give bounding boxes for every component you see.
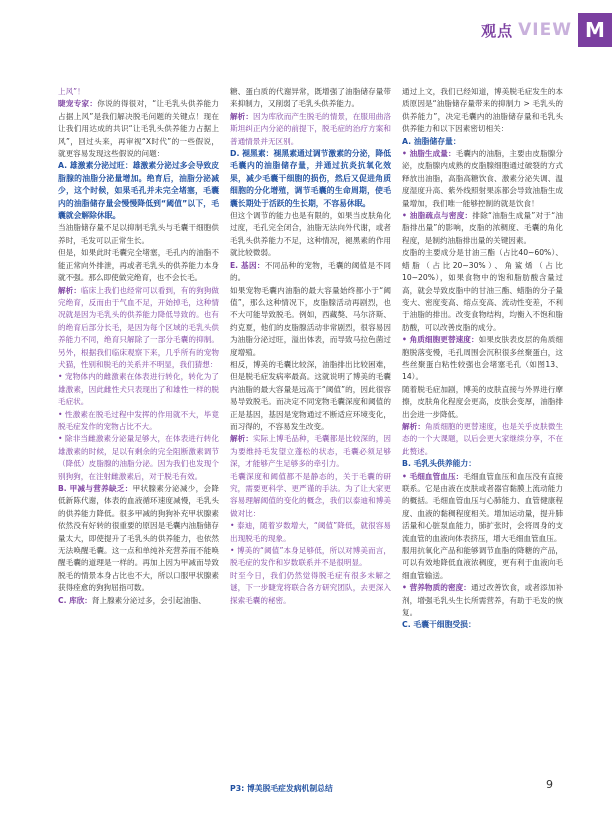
- inline-heading: 睫宠专家：: [58, 99, 98, 109]
- paragraph: 上风”！: [58, 87, 85, 96]
- paragraph: • 泰迪，随着岁数增大，“阈值”降低，就很容易出现脱毛的现象。: [230, 521, 391, 543]
- paragraph-text: 毛细血管血压和血压没有直接联系。它是由液在皮肤或者器官黏膜上流动能力的概括。毛细血管血压与心肺能力、血管健康程度、血液的黏稠程度相关。增加运动量，提升肺活量和心脏泵血能力，肺扩张时，会将周身的支流血管的血液向体表挤压，增大毛细血管血压。: [402, 471, 564, 543]
- inline-heading: 解析：: [402, 421, 426, 431]
- paragraph: 通过上文，我们已经知道，博美脱毛症发生的本质原因是“油脂储存量带来的抑制力 > 毛乳头的供养能力”，决定毛囊内的油脂储存量和毛乳头供养能力和以下因素密切相关：: [402, 87, 563, 134]
- paragraph: • 宠物体内的雌激素在体表进行转化，转化为了雄激素，因此雌性犬只表现出了和雄性一样的脱毛症状。: [58, 372, 219, 407]
- paragraph-text: 通过改善饮食，或者添加补剂，增强毛乳头生长所需营养，有助于毛发的恢复。: [402, 583, 564, 618]
- paragraph: A. 雄激素分泌过旺：雄激素分泌过多会导致皮脂腺的油脂分泌量增加。绝育后，油脂分泌减少，这个时候，如果毛孔并未完全堵塞，毛囊内的油脂储存量会慢慢降低到“阈值”以下，毛囊就会解除休眠。: [58, 161, 219, 221]
- section-tag: [452, 13, 612, 47]
- inline-heading: • 角质细胞更替速度：: [402, 335, 479, 345]
- paragraph: 糖、蛋白质的代谢异常，既增强了油脂储存量带来抑制力，又削弱了毛乳头供养能力。: [230, 87, 391, 109]
- figure-caption: P3: 博美脱毛症发病机制总结: [230, 784, 333, 793]
- paragraph-text: 实际上博毛品种，毛囊都是比较深的，因为要维持毛发望立蓬松的状态，毛囊必须足够深，才能够产生足够多的牵引力。: [230, 434, 392, 469]
- paragraph-text: 毛囊内的油脂，主要由皮脂腺分泌，皮脂腺内成熟的皮脂腺细胞通过破裂的方式释放出油脂，高脂高糖饮食、激素分泌失调、温度湿度升高、紫外线照射果冻都会导致油脂生成量增加，我们唯一能够控制的就是饮食！: [402, 149, 564, 208]
- paragraph-text: 如果皮肤表皮层的角质细胞脱落变慢，毛孔周围会沉积很多丝聚蛋白，这些丝聚蛋白粘性较强也会堵塞毛孔（如图13、14）。: [402, 335, 563, 382]
- section-title-en: VIEW: [518, 20, 572, 40]
- paragraph-text: 你说的得很对，“让毛乳头供养能力占据上风”是我们解决脱毛问题的关键点！现在让我们用达成的共识“让毛乳头供养能力占据上风”，回过头来，再审视“X时代”的一些假说，就更容易发现这些假说的问题：: [58, 99, 219, 159]
- paragraph-text: 甲状腺素分泌减少，会降低新陈代谢，体表的血液循环速度减慢，毛乳头的供养能力降低。很多甲减的狗狗补充甲状腺素依然没有好转的很重要的原因是毛囊内油脂储存量太大，即使提升了毛乳头的供养能力，也依然无法唤醒毛囊。这一点和单纯补充营养而不能唤醒毛囊的道理是一样的。再加上因为甲减而导致脱毛的情景本身占比也不大，所以口服甲状腺素获得痊愈的狗狗屈指可数。: [58, 484, 219, 593]
- paragraph: [58, 285, 219, 372]
- paragraph: [402, 334, 563, 384]
- paragraph-text: 临床上我们也经常可以看到，有的狗狗做完绝育，反而由于气血不足，开始掉毛，这种情况就是因为毛乳头的供养能力降低导致的。也有的绝育后部分长毛，是因为每个区域的毛乳头供养能力不同，绝育只解除了一部分毛囊的抑制。另外，根据我们临床观察下来，几乎所有的宠物犬猫，性别和脱毛的关系并不明显，我们猜想：: [58, 285, 220, 369]
- inline-heading: B. 甲减与营养缺乏：: [58, 484, 133, 493]
- article-columns: [58, 86, 563, 794]
- paragraph: 当油脂储存量不足以抑制毛乳头与毛囊干细胞供养时，毛发可以正常生长。: [58, 223, 219, 245]
- paragraph-text: 不同品种的宠物，毛囊的阈值是不同的。: [230, 260, 392, 283]
- column-2: [230, 86, 391, 794]
- page-header: [0, 0, 612, 58]
- paragraph: 随着脱毛症加剧，博美的皮肤直接与外界进行摩擦，皮肤角化程度会更高，皮肤会变厚，油脂排出会进一步降低。: [402, 384, 563, 419]
- inline-heading: • 营养物质的密度：: [402, 583, 471, 593]
- paragraph: 时至今日，我们仍然觉得脱毛症有很多未解之谜，下一步睫宠将联合各方研究团队，去更深入探索毛囊的秘密。: [230, 570, 391, 605]
- paragraph: D. 褪黑素：褪黑素通过调节激素的分泌，降低毛囊内的油脂储存量，并通过抗炎抗氧化效果，减少毛囊干细胞的损伤，然后又促进角质细胞的分化增殖，调节毛囊的生命周期，使毛囊长期处于活跃的生长期，不容易休眠。: [230, 149, 391, 208]
- paragraph: • 博美的“阈值”本身足够低，所以对博美而言，脱毛症的发作和岁数联系并不是很明显。: [230, 546, 391, 568]
- paragraph: 皮脂的主要成分是甘油三酯（占比40~60%）、蜡脂（占比20~30%）、角鲨烯（占比10~20%），如果食物中的饱和脂肪酸含量过高，就会导致皮脂中的甘油三酯、蜡脂的分子量变大、密度变高、熔点变高、流动性变差，不利于油脂的排出。改变食物结构，均衡入不饱和脂肪酸，可以改善皮脂的成分。: [402, 248, 563, 332]
- inline-heading: 解析：: [230, 434, 254, 444]
- paragraph: [58, 98, 219, 160]
- column-3: [402, 86, 563, 794]
- paragraph: [230, 111, 391, 148]
- paragraph: 相反，博美的毛囊比较深，油脂排出比较困难，但是脱毛症发病率最高。这就说明了博美的毛囊内油脂的最大容量是远高于“阈值”的，因此很容易导致脱毛。而决定不同宠物毛囊深度和阈值的正是基因，基因是宠物通过不断适应环境变化，而习得的，不容易发生改变。: [230, 359, 391, 431]
- inline-heading: • 毛细血管血压：: [402, 471, 464, 481]
- paragraph: [58, 595, 219, 607]
- inline-heading: 解析：: [58, 285, 82, 295]
- inline-heading: C. 库欣：: [58, 595, 92, 605]
- paragraph: 毛囊深度和阈值都不是静态的，关于毛囊的研究，需要更科学、更严谨的手法。为了让大家更容易理解阈值的变化的概念，我们以泰迪和博美做对比：: [230, 471, 391, 518]
- inline-heading: • 油脂疏点与密度：: [402, 211, 473, 221]
- paragraph: [402, 148, 563, 210]
- paragraph: 服用抗氧化产品和能够调节血脂的降糖的产品，可以有效地降低血液浓稠度，更有利于血液向毛细血管输送。: [402, 546, 563, 580]
- paragraph: [58, 483, 219, 595]
- paragraph: [230, 260, 391, 285]
- paragraph-text: 肾上腺素分泌过多，会引起油脂、: [91, 595, 206, 605]
- paragraph: 但这个调节的能力也是有限的，如果当皮肤角化过度，毛孔完全闭合，油脂无法向外代谢，或者毛乳头供养能力不足，这种情况，褪黑素的作用就比较微弱。: [230, 211, 391, 258]
- paragraph: [402, 582, 563, 619]
- inline-heading: E. 基因：: [230, 260, 265, 270]
- column-1: [58, 86, 219, 794]
- paragraph: B. 毛乳头供养能力：: [402, 459, 476, 469]
- paragraph-text: 因为库欣而产生脱毛的情景，在服用曲洛斯坦纠正内分泌的前提下，脱毛症的治疗方案和普通情景并无区别。: [230, 111, 392, 146]
- paragraph: [230, 433, 391, 470]
- paragraph: • 除非当雌激素分泌量足够大，在体表进行转化雄激素的时候，足以有剩余的完全阻断激素调节（降低）皮脂腺的油脂分泌。因为我们也发现个别狗狗，在注射雌激素后，对于脱毛有效。: [58, 434, 219, 481]
- paragraph: • 性激素在脱毛过程中发挥的作用就不大，毕竟脱毛症发作的宠物占比不大。: [58, 409, 219, 431]
- paragraph: [402, 421, 563, 458]
- paragraph: C. 毛囊干细胞受损：: [402, 620, 476, 630]
- inline-heading: 解析：: [230, 111, 254, 121]
- paragraph: 如果宠物毛囊内油脂的最大容量始终都小于“阈值”，那么这种情况下，皮脂腺活动再剧烈，也不大可能导致脱毛。例如，西藏獒、马尔济斯、约克夏，他们的皮脂腺活动非常剧烈，很容易因为油脂分泌过旺，溢出体表，而导致马拉色菌过度增殖。: [230, 285, 391, 357]
- paragraph: [402, 210, 563, 247]
- paragraph: 但是，如果此时毛囊完全堵塞，毛孔内的油脂不能正常向外排泄，再或者毛乳头的供养能力本身就不强。那么即使做完绝育，也不会长毛。: [58, 248, 219, 283]
- inline-heading: • 油脂生成量：: [402, 149, 456, 159]
- section-title-cn: 观点: [481, 21, 514, 40]
- magazine-logo-box: M: [578, 13, 612, 47]
- paragraph: [402, 471, 563, 545]
- paragraph-text: 角质细胞的更替速度，也是关乎皮肤微生态的一个大课题，以后会更大家继续分享，不在此赘述。: [402, 421, 564, 456]
- page-number: 9: [546, 778, 553, 791]
- paragraph-text: 排除“油脂生成量”对于“油脂排出量”的影响，皮脂的浓稠度、毛囊的角化程度，是制约油脂排出量的关键因素。: [402, 211, 563, 245]
- paragraph: A. 油脂储存量：: [402, 136, 461, 146]
